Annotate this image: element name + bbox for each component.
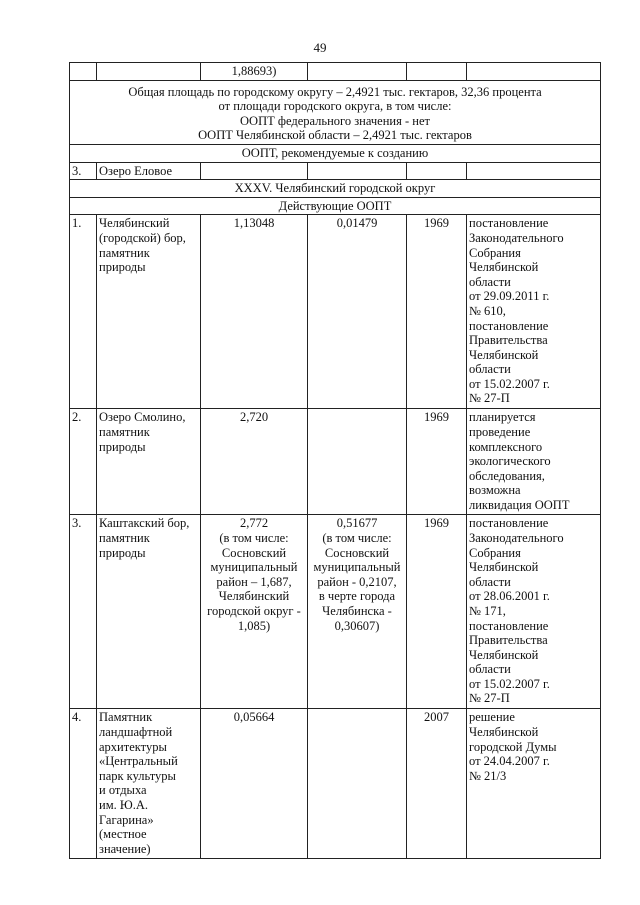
summary-line: ООПТ Челябинской области – 2,4921 тыс. гектаров: [198, 128, 472, 143]
active-header: Действующие ООПТ: [70, 197, 601, 215]
table-row: [70, 515, 601, 709]
table-row: [70, 215, 601, 409]
summary-line: ООПТ федерального значения - нет: [240, 113, 430, 128]
cell-num: 2.: [70, 409, 97, 515]
section-title-row: [70, 180, 601, 198]
cell-document: постановление Законодательного Собрания Челябинской области от 29.09.2011 г. № 610, постановление Правительства Челябинской области от 15.02.2007 г. № 27-П: [467, 215, 601, 409]
cell-year: 1969: [407, 215, 467, 409]
recommended-header-row: [70, 144, 601, 162]
cell-num: 4.: [70, 709, 97, 859]
cell-num: 3.: [70, 515, 97, 709]
cell-buffer: [308, 63, 407, 81]
page-number: 49: [313, 40, 327, 55]
cell-name: [97, 63, 201, 81]
cell-area: [201, 162, 308, 180]
summary-line: Общая площадь по городскому округу – 2,4921 тыс. гектаров, 32,36 процента: [128, 84, 542, 99]
cell-document: решение Челябинской городской Думы от 24.04.2007 г. № 21/3: [467, 709, 601, 859]
cell-document: [467, 162, 601, 180]
summary-line: от площади городского округа, в том числе:: [218, 99, 452, 114]
recommended-header: ООПТ, рекомендуемые к созданию: [70, 144, 601, 162]
cell-year: 1969: [407, 409, 467, 515]
cell-document: планируется проведение комплексного экологического обследования, возможна ликвидация ООПТ: [467, 409, 601, 515]
cell-area: 0,05664: [201, 709, 308, 859]
cell-year: 1969: [407, 515, 467, 709]
recommended-row: [70, 162, 601, 180]
cell-document: [467, 63, 601, 81]
cell-year: 2007: [407, 709, 467, 859]
cell-buffer: 0,01479: [308, 215, 407, 409]
protected-areas-table: [69, 62, 601, 859]
cell-num: 3.: [70, 162, 97, 180]
summary-cell: [70, 80, 601, 144]
cell-name: Озеро Смолино, памятник природы: [97, 409, 201, 515]
table-row: [70, 409, 601, 515]
cell-buffer: [308, 409, 407, 515]
cell-num: 1.: [70, 215, 97, 409]
cell-area: 1,13048: [201, 215, 308, 409]
cell-year: [407, 162, 467, 180]
carry-over-row: [70, 63, 601, 81]
cell-num: [70, 63, 97, 81]
cell-name: Каштакский бор, памятник природы: [97, 515, 201, 709]
cell-buffer: [308, 162, 407, 180]
active-header-row: [70, 197, 601, 215]
cell-name: Челябинский (городской) бор, памятник природы: [97, 215, 201, 409]
cell-buffer: 0,51677 (в том числе: Сосновский муниципальный район - 0,2107, в черте города Челябинска - 0,30607): [308, 515, 407, 709]
cell-area: 1,88693): [201, 63, 308, 81]
cell-year: [407, 63, 467, 81]
table-row: [70, 709, 601, 859]
section-title: XXXV. Челябинский городской округ: [70, 180, 601, 198]
cell-name: Памятник ландшафтной архитектуры «Центральный парк культуры и отдыха им. Ю.А. Гагарина» (местное значение): [97, 709, 201, 859]
cell-area: 2,720: [201, 409, 308, 515]
cell-name: Озеро Еловое: [97, 162, 201, 180]
cell-document: постановление Законодательного Собрания Челябинской области от 28.06.2001 г. № 171, постановление Правительства Челябинской области от 15.02.2007 г. № 27-П: [467, 515, 601, 709]
cell-area: 2,772 (в том числе: Сосновский муниципальный район – 1,687, Челябинский городской округ - 1,085): [201, 515, 308, 709]
summary-row: [70, 80, 601, 144]
cell-buffer: [308, 709, 407, 859]
